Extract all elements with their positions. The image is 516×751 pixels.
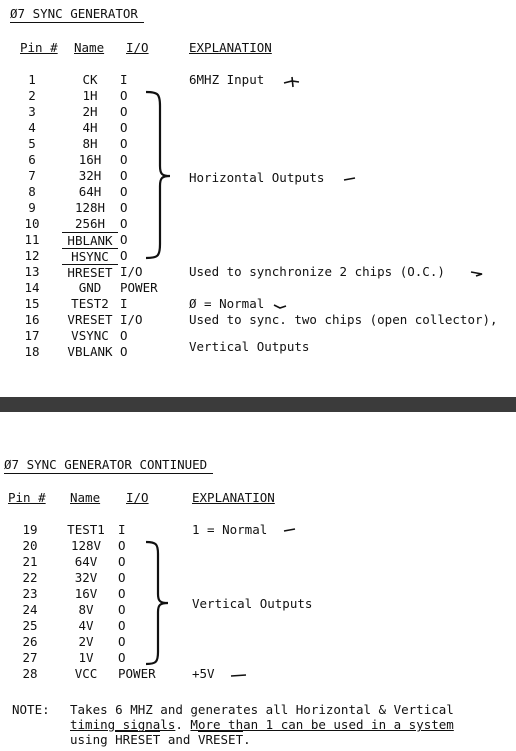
check-mark-icon [230, 672, 248, 680]
pin-row [0, 200, 516, 215]
pin-row [0, 104, 516, 119]
pin-name: 32H [78, 168, 102, 183]
pin-name: 1V [78, 650, 94, 665]
pin-row [0, 280, 516, 295]
pin-number: 15 [24, 296, 40, 311]
pin-name: 4H [82, 120, 98, 135]
pin-number: 13 [24, 264, 40, 279]
pin-row [0, 570, 516, 585]
section1-header-row [0, 40, 516, 55]
note-line2-c: More than 1 can be used in a system [190, 717, 454, 732]
pin-name: 16H [78, 152, 102, 167]
pin-io: O [118, 618, 126, 633]
pin-row [0, 120, 516, 135]
pin-name: HRESET [62, 264, 118, 280]
pin-number: 24 [22, 602, 38, 617]
pin-number: 26 [22, 634, 38, 649]
pin-row [0, 634, 516, 649]
pin-name: 256H [74, 216, 106, 231]
note-line3-b: HRESET [115, 732, 161, 747]
pin-row [0, 216, 516, 231]
pin-name: CK [82, 72, 98, 87]
pin-io: POWER [118, 666, 156, 681]
pin-row [0, 554, 516, 569]
header-io: I/O [126, 490, 149, 505]
pin-name: VBLANK [67, 344, 113, 359]
pin-row [0, 88, 516, 103]
pin-number: 1 [28, 72, 36, 87]
horizontal-outputs-brace [140, 90, 180, 260]
pin-io: POWER [120, 280, 158, 295]
header-explanation: EXPLANATION [189, 40, 272, 55]
pin-row [0, 232, 516, 247]
pin-name: 16V [74, 586, 98, 601]
pin-name: 128V [70, 538, 102, 553]
pin-io: O [118, 538, 126, 553]
note-line3 [70, 732, 251, 747]
check-mark-icon [283, 527, 297, 535]
pin-number: 8 [28, 184, 36, 199]
pin-number: 12 [24, 248, 40, 263]
pin-row [0, 264, 516, 279]
pin-number: 14 [24, 280, 40, 295]
pin-number: 10 [24, 216, 40, 231]
pin-io: O [120, 328, 128, 343]
pin-number: 20 [22, 538, 38, 553]
pin-name: TEST2 [71, 296, 109, 311]
pin-row [0, 248, 516, 263]
pin-number: 17 [24, 328, 40, 343]
pin-io: O [120, 104, 128, 119]
header-pin: Pin # [8, 490, 46, 505]
pin-row [0, 522, 516, 537]
pin-io: I [120, 296, 128, 311]
pin-row [0, 312, 516, 327]
pin-number: 25 [22, 618, 38, 633]
pin-io: O [120, 120, 128, 135]
check-mark-icon [343, 176, 357, 182]
pin-name: 2V [78, 634, 94, 649]
pin-number: 6 [28, 152, 36, 167]
pin-number: 16 [24, 312, 40, 327]
pin-explanation: Ø = Normal [189, 296, 265, 311]
pin-io: O [118, 602, 126, 617]
pin-name: 8V [78, 602, 94, 617]
pin-number: 22 [22, 570, 38, 585]
pin-number: 23 [22, 586, 38, 601]
pin-name: HSYNC [62, 248, 118, 264]
pin-io: O [120, 200, 128, 215]
pin-name: TEST1 [67, 522, 105, 537]
header-io: I/O [126, 40, 149, 55]
pin-io: O [120, 344, 128, 359]
pin-io: O [118, 554, 126, 569]
pin-row [0, 650, 516, 665]
pin-io: O [118, 634, 126, 649]
vertical-outputs-brace [140, 540, 180, 666]
pin-number: 19 [22, 522, 38, 537]
pin-row [0, 296, 516, 311]
pin-name: 1H [82, 88, 98, 103]
header-explanation: EXPLANATION [192, 490, 275, 505]
pin-name: 2H [82, 104, 98, 119]
pin-io: O [120, 168, 128, 183]
pin-io: O [120, 88, 128, 103]
horizontal-outputs-label: Horizontal Outputs [189, 170, 325, 185]
pin-row [0, 72, 516, 87]
section2-header-row [0, 490, 516, 505]
note-line3-e: . [243, 732, 251, 747]
pin-name: 4V [78, 618, 94, 633]
pin-row [0, 152, 516, 167]
pin-row [0, 618, 516, 633]
pin-number: 7 [28, 168, 36, 183]
pin-name: VRESET [67, 312, 113, 327]
pin-io: O [120, 184, 128, 199]
section2-title: Ø7 SYNC GENERATOR CONTINUED [4, 457, 213, 474]
pin-number: 3 [28, 104, 36, 119]
pin-number: 11 [24, 232, 40, 247]
pin-io: I [120, 72, 128, 87]
note-line1: Takes 6 MHZ and generates all Horizontal & Vertical [70, 702, 454, 717]
pin-number: 28 [22, 666, 38, 681]
note-line2-b: . [175, 717, 191, 732]
pin-io: O [118, 586, 126, 601]
pin-io: I/O [120, 312, 143, 327]
pin-explanation: 6MHZ Input [189, 72, 265, 87]
pin-row [0, 538, 516, 553]
check-mark-icon [273, 303, 287, 311]
pin-io: O [120, 232, 128, 247]
pin-explanation: Used to synchronize 2 chips (O.C.) [189, 264, 445, 279]
pin-io: I [118, 522, 126, 537]
pin-row [0, 666, 516, 681]
pin-explanation: 1 = Normal [192, 522, 268, 537]
pin-name: GND [78, 280, 102, 295]
pin-number: 9 [28, 200, 36, 215]
note-line2 [70, 717, 454, 732]
vertical-outputs-label: Vertical Outputs [192, 596, 313, 611]
pin-number: 5 [28, 136, 36, 151]
note-line2-a: timing signals [70, 717, 176, 732]
note-line3-c: and [160, 732, 198, 747]
pin-number: 4 [28, 120, 36, 135]
pin-io: O [120, 152, 128, 167]
pin-number: 21 [22, 554, 38, 569]
note-line3-d: VRESET [197, 732, 244, 747]
pin-name: 128H [74, 200, 106, 215]
pin-name: 32V [74, 570, 98, 585]
pin-name: VCC [74, 666, 98, 681]
pin-io: O [118, 570, 126, 585]
pin-name: 64H [78, 184, 102, 199]
pin-io: O [118, 650, 126, 665]
header-name: Name [74, 40, 105, 55]
check-mark-icon [470, 270, 486, 278]
pin-number: 18 [24, 344, 40, 359]
header-name: Name [70, 490, 101, 505]
pin-name: 64V [74, 554, 98, 569]
pin-io: O [120, 248, 128, 263]
section1-title: Ø7 SYNC GENERATOR [10, 6, 144, 23]
pin-explanation: +5V [192, 666, 215, 681]
pin-name: HBLANK [62, 232, 118, 248]
pin-row [0, 136, 516, 151]
pin-io: O [120, 216, 128, 231]
note-line3-a: using [70, 732, 116, 747]
check-mark-icon [283, 75, 301, 89]
pin-number: 2 [28, 88, 36, 103]
note-label: NOTE: [12, 702, 50, 717]
vertical-outputs-label-top: Vertical Outputs [189, 339, 310, 354]
pin-io: O [120, 136, 128, 151]
pin-row [0, 184, 516, 199]
pin-name: 8H [82, 136, 98, 151]
section-divider [0, 397, 516, 412]
pin-io: I/O [120, 264, 143, 279]
pin-explanation: Used to sync. two chips (open collector), [189, 312, 498, 327]
header-pin: Pin # [20, 40, 58, 55]
pin-name: VSYNC [71, 328, 109, 343]
pin-number: 27 [22, 650, 38, 665]
